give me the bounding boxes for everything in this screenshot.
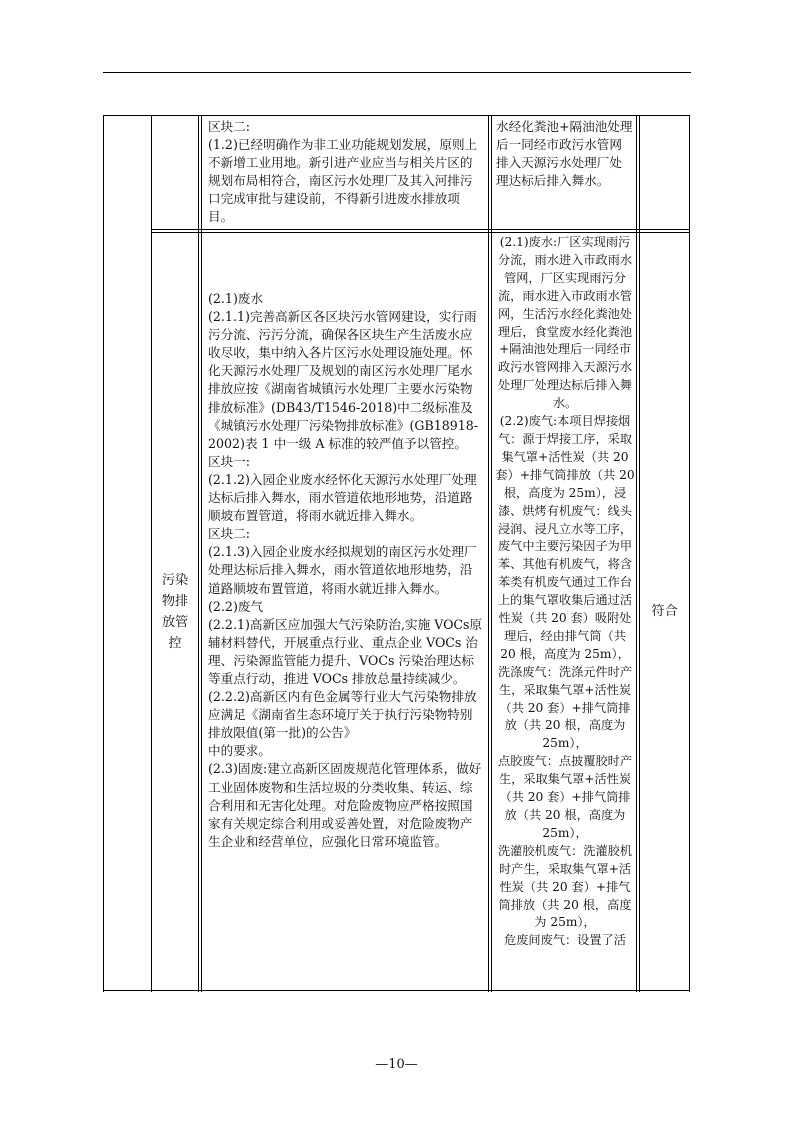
row2-project-line: 危废间废气：设置了活 bbox=[504, 933, 626, 948]
row2-requirement-line: (2.3)固废:建立高新区固废规范化管理体系，做好工业固体废物和生活垃圾的分类收集、转运、综合利用和无害化处理。对危险废物应严格按照国家有关规定综合利用或妥善处置，对危险废物产生企业和经营单位，应强化日常环境监管。 bbox=[208, 761, 482, 849]
header-rule bbox=[103, 72, 691, 73]
row2-requirement-line: (2.1.3)入园企业废水经拟规划的南区污水处理厂处理达标后排入舞水，雨水管道依地形地势，沿道路顺坡布置管道，将雨水就近排入舞水。 bbox=[208, 544, 477, 596]
row2-requirement-line: (2.2.1)高新区应加强大气污染防治,实施 VOCs原辅材料替代，开展重点行业、重点企业 VOCs 治理、污染源监管能力提升、VOCs 污染治理达标等重点行动，推进 VOCs 排放总量持续减少。 bbox=[208, 616, 483, 686]
row2-project-line: 洗灌胶机废气：洗灌胶机时产生，采取集气罩+活性炭（共 20 套）+排气筒排放（共 20 根，高度为 25m）， bbox=[497, 843, 633, 930]
row2-result: 符合 bbox=[651, 604, 678, 619]
row2-requirement-cell bbox=[208, 290, 484, 851]
row2-requirement-line: (2.2)废气 bbox=[208, 598, 264, 614]
row1-requirement-cell bbox=[208, 118, 484, 227]
table-row-divider bbox=[151, 229, 689, 230]
row1-requirement-line: (1.2)已经明确作为非工业功能规划发展，原则上不新增工业用地。新引进产业应当与相关片区的规划布局相符合，南区污水处理厂及其入河排污口完成审批与建设前，不得新引进废水排放项目。 bbox=[208, 137, 478, 225]
row2-requirement-line: (2.1)废水 bbox=[208, 291, 264, 306]
table-col-line-4b bbox=[639, 115, 640, 992]
row1-requirement-line: 区块二: bbox=[208, 119, 251, 134]
table-border-right bbox=[689, 115, 690, 992]
table-col-line-3 bbox=[488, 115, 489, 992]
row2-project-cell bbox=[495, 234, 635, 950]
row1-project-line: 水经化粪池+隔油池处理后一同经市政污水管网排入天源污水处理厂处理达标后排入舞水。 bbox=[496, 119, 633, 189]
table-col-line-4 bbox=[636, 115, 637, 992]
row2-project-line: (2.2)废气:本项目焊接烟气：源于焊接工序，采取集气罩+活性炭（共 20 套）+排气筒排放（共 20 根，高度为 25m），浸漆、烘烤有机废气：线头浸润、浸凡立水等工序，废气中主要污染因子为甲苯、其他有机废气，将含苯类有机废气通过工作台上的集气罩收集后通过活性炭（共 20 套）吸附处理后，经由排气筒（共 20 根，高度为 25m），洗涤废气：洗涤元件时产生，采取集气罩+活性炭（共 20 套）+排气筒排放（共 20 根，高度为 25m）， bbox=[495, 414, 635, 751]
table-border-bottom bbox=[103, 990, 690, 991]
table-border-left bbox=[103, 115, 104, 992]
row2-requirement-line: 区块一: bbox=[208, 453, 251, 469]
row2-project-line: 点胶废气：点披覆胶时产生，采取集气罩+活性炭（共 20 套）+排气筒排放（共 20 根，高度为 25m）， bbox=[497, 754, 633, 840]
row2-requirement-line: 区块二: bbox=[208, 526, 251, 542]
table-col-line-3b bbox=[491, 115, 492, 992]
row2-requirement-line: (2.1.2)入园企业废水经怀化天源污水处理厂处理达标后排入舞水，雨水管道依地形地势，沿道路顺坡布置管道，将雨水就近排入舞水。 bbox=[208, 471, 477, 524]
table-col-line-2b bbox=[201, 115, 202, 992]
row2-project-line: (2.1)废水:厂区实现雨污分流，雨水进入市政雨水管网，厂区实现雨污分流，雨水进入市政雨水管网，生活污水经化粪池处理后，食堂废水经化粪池+隔油池处理后一同经市政污水管网排入天源污水处理厂处理达标后排入舞水。 bbox=[497, 235, 633, 411]
page-number: —10— bbox=[375, 1057, 418, 1072]
table-col-line-2 bbox=[198, 115, 199, 992]
table-border-top bbox=[103, 115, 690, 116]
table-row-divider-b bbox=[151, 232, 689, 233]
row2-category-label: 污染物排放管控 bbox=[161, 573, 189, 651]
row1-project-cell bbox=[496, 118, 634, 190]
row2-requirement-line: (2.2.2)高新区内有色金属等行业大气污染物排放应满足《湖南省生态环境厅关于执行污染物特别排放限值(第一批)的公告》 bbox=[208, 689, 477, 741]
row2-requirement-line: (2.1.1)完善高新区各区块污水管网建设，实行雨污分流、污污分流，确保各区块生产生活废水应收尽收，集中纳入各片区污水处理设施处理。怀化天源污水处理厂及规划的南区污水处理厂尾水排放应按《湖南省城镇污水处理厂主要水污染物排放标准》(DB43/T1546-2018)中二级标准及《城镇污水处理厂污染物排放标准》(GB18918-2002)表 1 中一级 A 标准的较严值予以管控。 bbox=[208, 309, 479, 451]
table-col-line-1 bbox=[151, 115, 152, 992]
row2-requirement-line: 中的要求。 bbox=[208, 743, 271, 759]
